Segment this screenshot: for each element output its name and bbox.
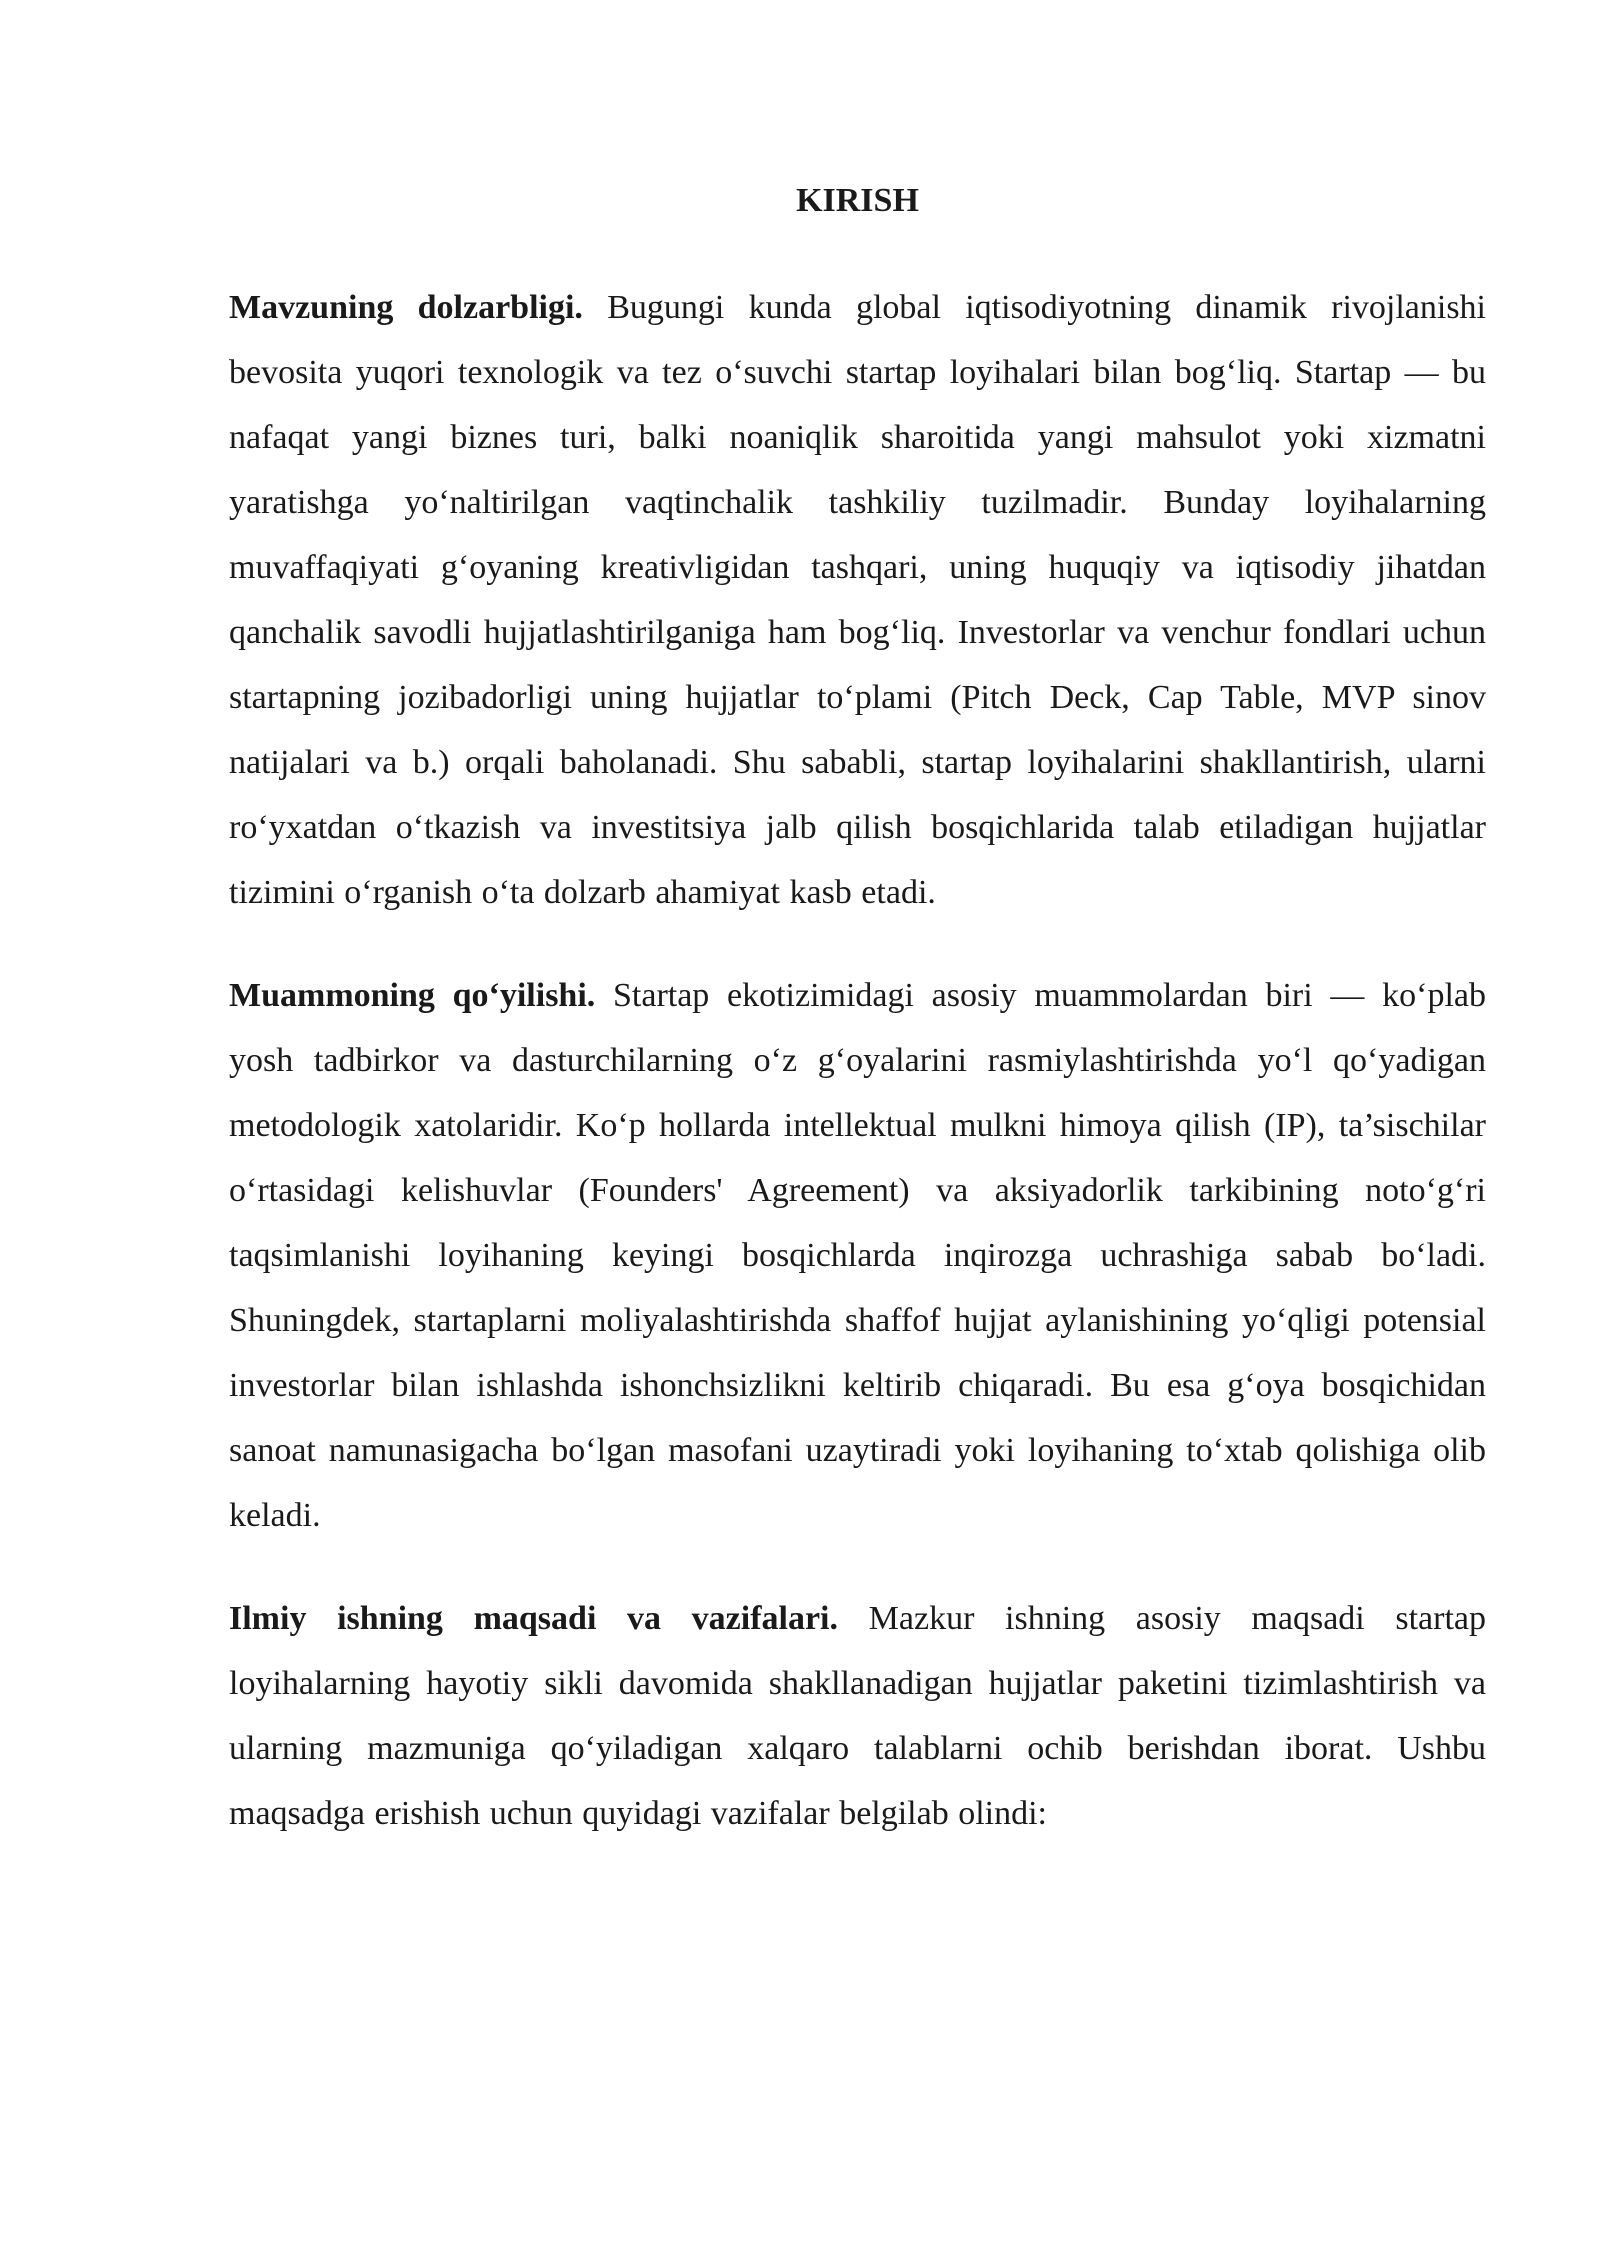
- paragraph-problem: [229, 963, 1486, 1548]
- paragraph-goals: [229, 1586, 1486, 1846]
- document-body: [229, 175, 1486, 1884]
- paragraph-heading: Ilmiy ishning maqsadi va vazifalari.: [229, 1600, 839, 1637]
- paragraph-heading: Mavzuning dolzarbligi.: [229, 289, 583, 326]
- paragraph-text: Bugungi kunda global iqtisodiyotning dinamik rivojlanishi bevosita yuqori texnologik va tez o‘suvchi startap loyihalari bilan bog‘liq. Startap — bu nafaqat yangi biznes turi, balki noaniqlik sharoitida yangi mahsulot yoki xizmatni yaratishga yo‘naltirilgan vaqtinchalik tashkiliy tuzilmadir. Bunday loyihalarning muvaffaqiyati g‘oyaning kreativligidan tashqari, uning huquqiy va iqtisodiy jihatdan qanchalik savodli hujjatlashtirilganiga ham bog‘liq. Investorlar va venchur fondlari uchun startapning jozibadorligi uning hujjatlar to‘plami (Pitch Deck, Cap Table, MVP sinov natijalari va b.) orqali baholanadi. Shu sababli, startap loyihalarini shakllantirish, ularni ro‘yxatdan o‘tkazish va investitsiya jalb qilish bosqichlarida talab etiladigan hujjatlar tizimini o‘rganish o‘ta dolzarb ahamiyat kasb etadi.: [229, 289, 1487, 911]
- paragraph-heading: Muammoning qo‘yilishi.: [229, 977, 596, 1014]
- paragraph-text: Mazkur ishning asosiy maqsadi startap loyihalarning hayotiy sikli davomida shakllanadigan hujjatlar paketini tizimlashtirish va ularning mazmuniga qo‘yiladigan xalqaro talablarni ochib berishdan iborat. Ushbu maqsadga erishish uchun quyidagi vazifalar belgilab olindi:: [229, 1600, 1486, 1832]
- section-title: KIRISH: [796, 182, 919, 219]
- paragraph-relevance: [229, 275, 1486, 925]
- paragraph-text: Startap ekotizimidagi asosiy muammolardan biri — ko‘plab yosh tadbirkor va dasturchilarning o‘z g‘oyalarini rasmiylashtirishda yo‘l qo‘yadigan metodologik xatolaridir. Ko‘p hollarda intellektual mulkni himoya qilish (IP), ta’sischilar o‘rtasidagi kelishuvlar (Founders' Agreement) va aksiyadorlik tarkibining noto‘g‘ri taqsimlanishi loyihaning keyingi bosqichlarda inqirozga uchrashiga sabab bo‘ladi. Shuningdek, startaplarni moliyalashtirishda shaffof hujjat aylanishining yo‘qligi potensial investorlar bilan ishlashda ishonchsizlikni keltirib chiqaradi. Bu esa g‘oya bosqichidan sanoat namunasigacha bo‘lgan masofani uzaytiradi yoki loyihaning to‘xtab qolishiga olib keladi.: [229, 977, 1486, 1534]
